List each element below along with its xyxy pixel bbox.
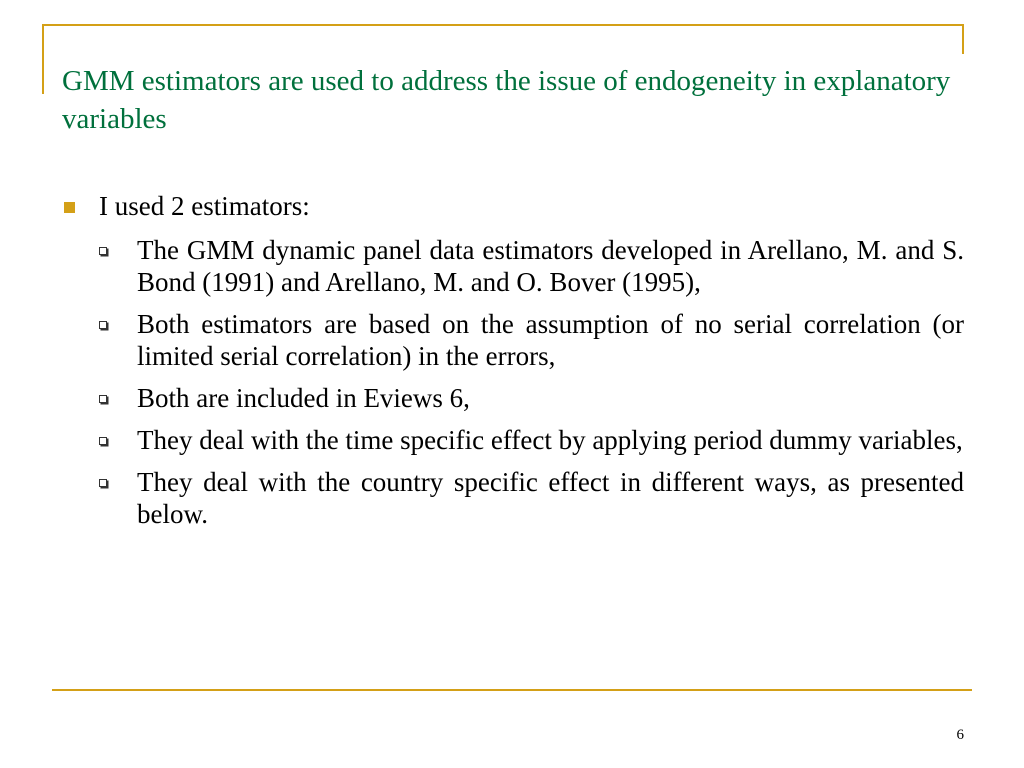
sub-bullet-item — [99, 466, 964, 530]
hollow-square-bullet-icon — [99, 437, 107, 445]
hollow-square-bullet-icon — [99, 247, 107, 255]
filled-square-bullet-icon — [64, 202, 75, 213]
hollow-square-bullet-icon — [99, 479, 107, 487]
sub-bullet-item — [99, 382, 964, 414]
sub-bullet-item — [99, 234, 964, 298]
slide-title: GMM estimators are used to address the issue of endogeneity in explanatory variables — [62, 65, 951, 135]
hollow-square-bullet-icon — [99, 395, 107, 403]
sub-bullet-item — [99, 308, 964, 372]
main-bullet-item — [62, 190, 964, 222]
frame-bottom-line — [52, 689, 972, 691]
sub-bullet-text: They deal with the country specific effect in different ways, as presented below. — [137, 467, 964, 529]
page-number: 6 — [956, 727, 964, 743]
sub-bullet-item — [99, 424, 964, 456]
frame-right-line — [962, 24, 964, 54]
frame-top-line — [42, 24, 964, 26]
slide-content — [62, 190, 964, 540]
hollow-square-bullet-icon — [99, 321, 107, 329]
sub-bullet-text: The GMM dynamic panel data estimators developed in Arellano, M. and S. Bond (1991) and Arellano, M. and O. Bover (1995), — [137, 235, 964, 297]
main-bullet-text: I used 2 estimators: — [99, 191, 310, 221]
sub-bullet-text: They deal with the time specific effect by applying period dummy variables, — [137, 425, 963, 455]
frame-left-line — [42, 24, 44, 94]
sub-bullet-text: Both are included in Eviews 6, — [137, 383, 470, 413]
sub-bullet-text: Both estimators are based on the assumption of no serial correlation (or limited serial correlation) in the errors, — [137, 309, 964, 371]
